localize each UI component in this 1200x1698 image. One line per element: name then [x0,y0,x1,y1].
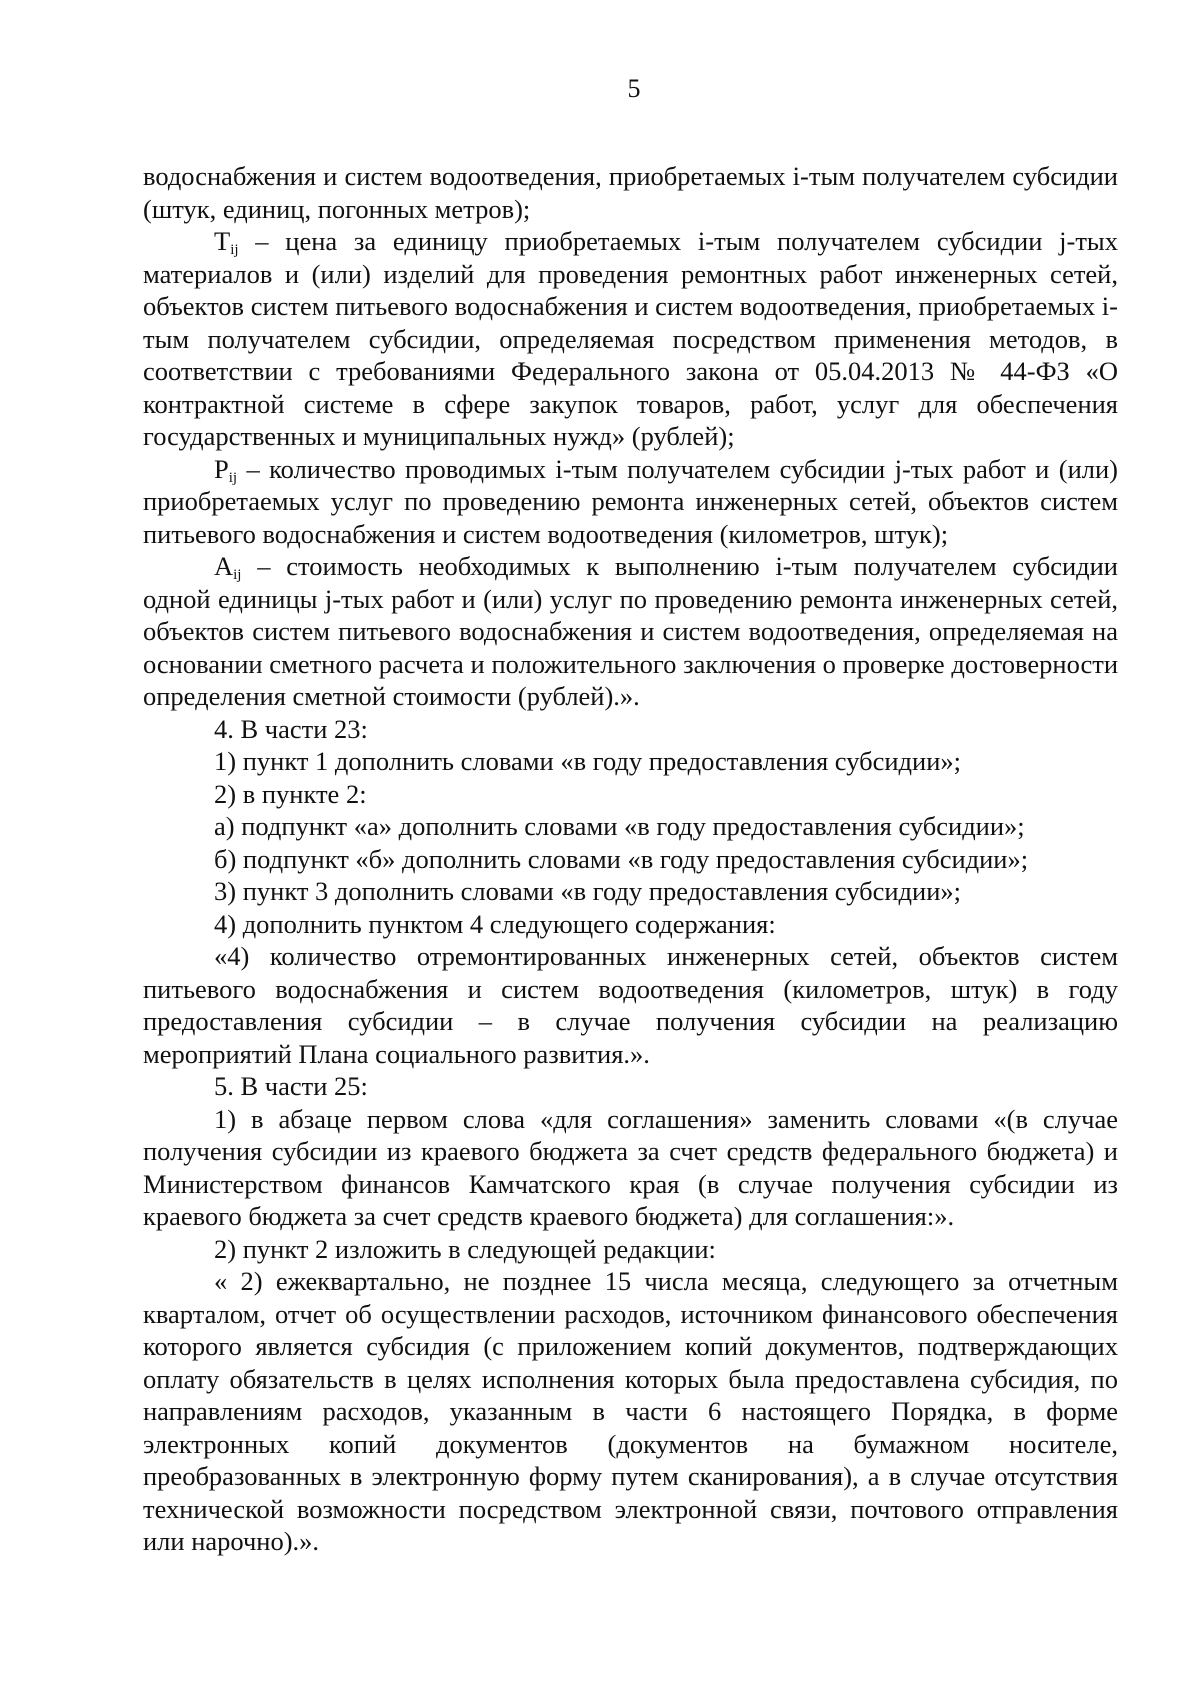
paragraph-continuation [143,160,1118,225]
formula-symbol: A [214,551,234,581]
paragraph-quoted-item: « 2) ежеквартально, не позднее 15 числа месяца, следующего за отчетным кварталом, отчет об осуществлении расходов, источником финансового обеспечения которого является субсидия (с приложением копий документов, подтверждающих оплату обязательств в целях исполнения которых была предоставлена субсидия, по направлениям расходов, указанным в части 6 настоящего Порядка, в форме электронных копий документов (документов на бумажном носителе, преобразованных в электронную форму путем сканирования), а в случае отсутствия технической возможности посредством электронной связи, почтового отправления или нарочно).». [143,1266,1118,1556]
paragraph-section-5: 5. В части 25: [214,1071,368,1101]
paragraph-item: 3) пункт 3 дополнить словами «в году предоставления субсидии»; [214,876,961,906]
formula-subscript: ij [230,242,239,258]
paragraph-subitem: б) подпункт «б» дополнить словами «в году предоставления субсидии»; [214,843,1029,874]
page-number: 5 [627,74,641,103]
paragraph-item: 4) дополнить пунктом 4 следующего содержания: [214,908,776,939]
paragraph-item: 1) в абзаце первом слова «для соглашения» заменить словами «(в случае получения субсидии из краевого бюджета за счет средств федерального бюджета) и Министерством финансов Камчатского края (в случае получения субсидии из краевого бюджета за счет средств краевого бюджета) для соглашения:». [143,1103,1118,1231]
paragraph-item: 1) пункт 1 дополнить словами «в году предоставления субсидии»; [214,746,961,776]
paragraph-text: – цена за единицу приобретаемых i-тым получателем субсидии j-тых материалов и (или) изделий для проведения ремонтных работ инженерных сетей, объектов систем питьевого водоснабжения и систем водоотведения, приобретаемых i-тым получателем субсидии, определяемая посредством применения методов, в соответствии с требованиями Федерального закона от 05.04.2013 № 44-ФЗ «О контрактной системе в сфере закупок товаров, работ, услуг для обеспечения государственных и муниципальных нужд» (рублей); [143,226,1118,451]
paragraph-definition-a [143,550,1118,713]
paragraph-subitem: а) подпункт «а» дополнить словами «в году предоставления субсидии»; [214,811,1025,841]
paragraph-item: 2) пункт 2 изложить в следующей редакции: [214,1233,716,1264]
document-body [143,160,1118,1558]
paragraph-definition-p [143,453,1118,551]
paragraph-text: водоснабжения и систем водоотведения, приобретаемых i-тым получателем субсидии (штук, единиц, погонных метров); [143,161,1118,224]
paragraph-item: 2) в пункте 2: [214,778,367,809]
formula-subscript: ij [228,469,238,486]
paragraph-text: – количество проводимых i-тым получателем субсидии j-тых работ и (или) приобретаемых услуг по проведению ремонта инженерных сетей, объектов систем питьевого водоснабжения и систем водоотведения (километров, штук); [143,453,1118,549]
paragraph-quoted-item: «4) количество отремонтированных инженерных сетей, объектов систем питьевого водоснабжения и систем водоотведения (километров, штук) в году предоставления субсидии – в случае получения субсидии на реализацию мероприятий Плана социального развития.». [143,941,1118,1069]
paragraph-definition-t [143,225,1118,453]
paragraph-text: – стоимость необходимых к выполнению i-тым получателем субсидии одной единицы j-тых работ и (или) услуг по проведению ремонта инженерных сетей, объектов систем питьевого водоснабжения и систем водоотведения, определяемая на основании сметного расчета и положительного заключения о проверке достоверности определения сметной стоимости (рублей).». [143,551,1118,711]
paragraph-section-4: 4. В части 23: [214,713,368,744]
formula-symbol: T [214,226,231,256]
formula-subscript: ij [233,567,242,583]
formula-symbol: P [214,453,229,484]
